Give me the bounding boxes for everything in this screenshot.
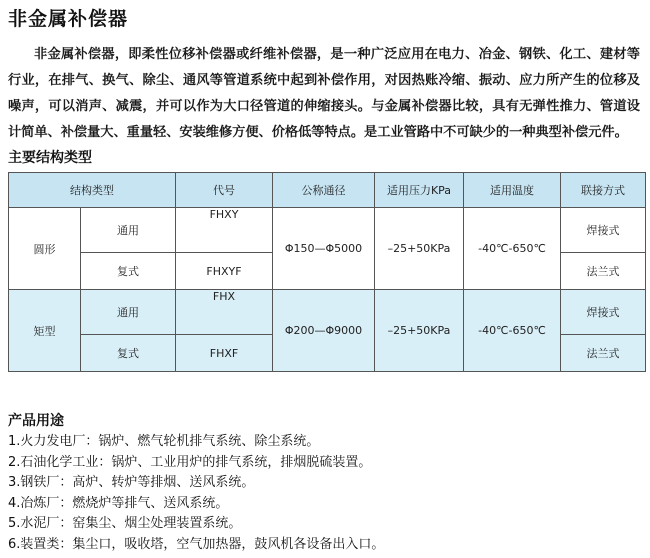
list-item: 5.水泥厂：窑集尘、烟尘处理装置系统。 bbox=[8, 516, 242, 532]
intro-paragraph: 非金属补偿器，即柔性位移补偿器或纤维补偿器，是一种广泛应用在电力、冶金、钢铁、化工、建材等行业，在排气、换气、除尘、通风等管道系统中起到补偿作用，对因热账冷缩、振动、应力所产生的位移及噪声，可以消声、减震，并可以作为大口径管道的伸缩接头。与金属补偿器比较，具有无弹性推力、管道设计简单、补偿量大、重量轻、安装维修方便、价格低等特点。是工业管路中不可缺少的一种典型补偿元件。 bbox=[8, 47, 640, 140]
page-title: 非金属补偿器 bbox=[8, 8, 129, 30]
connection-cell: 焊接式 bbox=[561, 290, 646, 335]
shape-cell: 矩型 bbox=[9, 290, 81, 372]
table-row bbox=[9, 290, 646, 335]
variant-cell: 通用 bbox=[81, 208, 176, 253]
list-item: 4.冶炼厂：燃烧炉等排气、送风系统。 bbox=[8, 495, 229, 511]
connection-cell: 法兰式 bbox=[561, 335, 646, 372]
table-header-row bbox=[9, 173, 646, 208]
temperature-cell: -40℃-650℃ bbox=[464, 290, 561, 372]
header-connection: 联接方式 bbox=[561, 173, 646, 208]
code-cell: FHX bbox=[176, 290, 273, 335]
header-code: 代号 bbox=[176, 173, 273, 208]
spec-table bbox=[8, 172, 646, 372]
section-heading-uses: 产品用途 bbox=[8, 413, 64, 429]
connection-cell: 法兰式 bbox=[561, 253, 646, 290]
header-temperature: 适用温度 bbox=[464, 173, 561, 208]
diameter-cell: Φ150—Φ5000 bbox=[273, 208, 375, 290]
variant-cell: 复式 bbox=[81, 335, 176, 372]
connection-cell: 焊接式 bbox=[561, 208, 646, 253]
section-heading-structure: 主要结构类型 bbox=[8, 150, 92, 166]
shape-cell: 圆形 bbox=[9, 208, 81, 290]
code-cell: FHXF bbox=[176, 335, 273, 372]
code-cell: FHXYF bbox=[176, 253, 273, 290]
variant-cell: 复式 bbox=[81, 253, 176, 290]
pressure-cell: –25+50KPa bbox=[375, 208, 464, 290]
code-cell: FHXY bbox=[176, 208, 273, 253]
variant-cell: 通用 bbox=[81, 290, 176, 335]
uses-list bbox=[8, 432, 384, 556]
list-item: 1.火力发电厂：锅炉、燃气轮机排气系统、除尘系统。 bbox=[8, 434, 320, 449]
header-diameter: 公称通径 bbox=[273, 173, 375, 208]
pressure-cell: –25+50KPa bbox=[375, 290, 464, 372]
header-structure-type: 结构类型 bbox=[9, 173, 176, 208]
header-pressure: 适用压力KPa bbox=[375, 173, 464, 208]
list-item: 3.钢铁厂：高炉、转炉等排烟、送风系统。 bbox=[8, 475, 255, 491]
list-item: 2.石油化学工业：锅炉、工业用炉的排气系统，排烟脱硫装置。 bbox=[8, 454, 372, 470]
list-item: 6.装置类：集尘口，吸收塔，空气加热器，鼓风机各设备出入口。 bbox=[8, 536, 385, 552]
table-row bbox=[9, 208, 646, 253]
diameter-cell: Φ200—Φ9000 bbox=[273, 290, 375, 372]
temperature-cell: -40℃-650℃ bbox=[464, 208, 561, 290]
